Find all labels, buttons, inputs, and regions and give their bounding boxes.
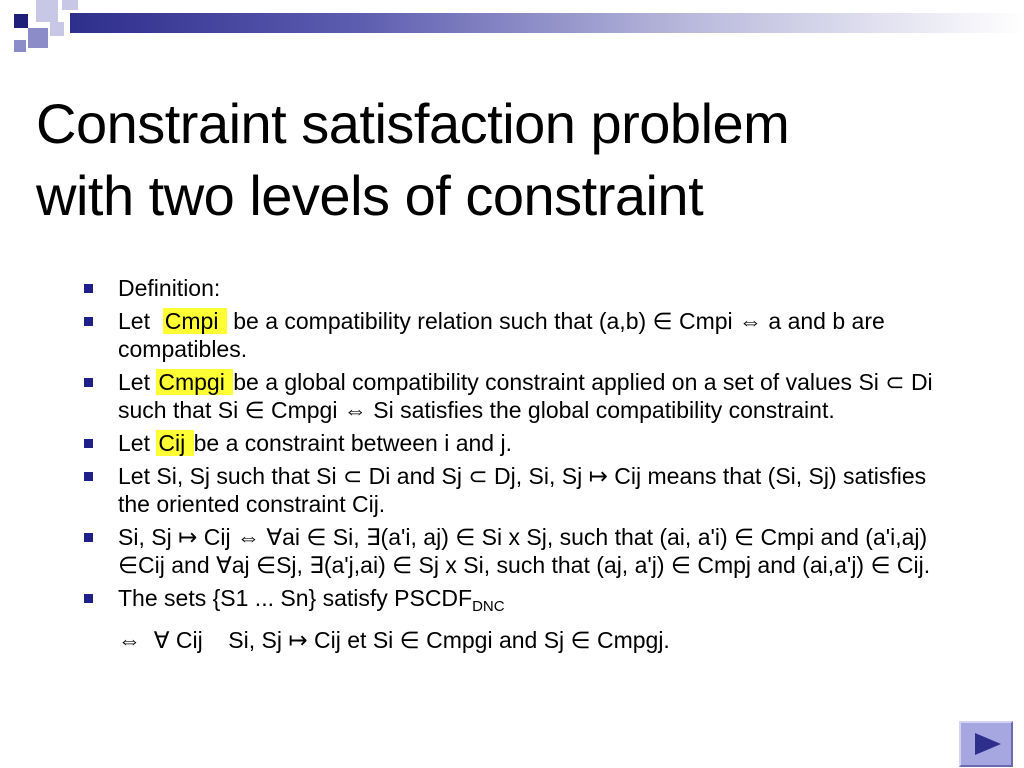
deco-square [14,40,26,52]
bullet-cmpi [84,307,934,363]
bullet-marker [84,439,93,448]
bullet-text-post: be a compatibility relation such that (a,b) ∈ Cmpi ⇔ a and b are compatibles. [118,308,885,362]
bullet-text-pre: Let [118,308,163,334]
deco-square [14,14,28,28]
bullet-text: Definition: [118,275,221,301]
bullet-oriented-constraint [84,462,934,518]
play-arrow-icon [973,731,1003,757]
highlighted-term: Cmpgi [158,369,232,395]
highlighted-term: Cij [158,430,192,456]
bullet-text-post: be a global compatibility constraint applied on a set of values Si ⊂ Di such that Si ∈ Cmpgi ⇔ Si satisfies the global compatibility constraint. [118,369,933,423]
title-line: Constraint satisfaction problem [36,92,790,155]
bullet-marker [84,284,93,293]
slide-title [36,88,996,232]
bullet-text-pre: Let [118,369,157,395]
deco-square [36,0,58,22]
bullet-constraint-definition [84,523,934,579]
bullet-marker [84,594,93,603]
bullet-cij [84,429,934,457]
bullet-marker [84,317,93,326]
bullet-text-pre: Let [118,430,157,456]
deco-square [62,0,78,10]
bullet-marker [84,472,93,481]
highlighted-term: Cmpi [164,308,225,334]
deco-square [50,22,64,36]
bullet-list [84,274,934,654]
bullet-pscdf [84,584,934,621]
title-line: with two levels of constraint [36,164,704,227]
bullet-text: Si, Sj ↦ Cij ⇔ ∀ai ∈ Si, ∃(a'i, aj) ∈ Si x Sj, such that (ai, a'i) ∈ Cmpi and (a'i,aj) ∈Cij and ∀aj ∈Sj, ∃(a'j,ai) ∈ Sj x Si, such that (aj, a'j) ∈ Cmpj and (ai,a'j) ∈ Cij. [118,524,931,578]
bullet-definition [84,274,934,302]
bullet-text-post: be a constraint between i and j. [193,430,512,456]
bullet-marker [84,533,93,542]
bullet-continuation: ⇔ ∀ Cij Si, Sj ↦ Cij et Si ∈ Cmpgi and Sj ∈ Cmpgj. [118,627,670,653]
subscript: DNC [472,598,505,615]
bullet-cmpgi [84,368,934,424]
bullet-text: Let Si, Sj such that Si ⊂ Di and Sj ⊂ Dj, Si, Sj ↦ Cij means that (Si, Sj) satisfies the oriented constraint Cij. [118,463,927,517]
header-gradient-bar [70,13,1024,33]
bullet-text: The sets {S1 ... Sn} satisfy PSCDF [118,585,473,611]
next-slide-button[interactable] [959,721,1013,767]
deco-square [28,28,48,48]
bullet-marker [84,378,93,387]
